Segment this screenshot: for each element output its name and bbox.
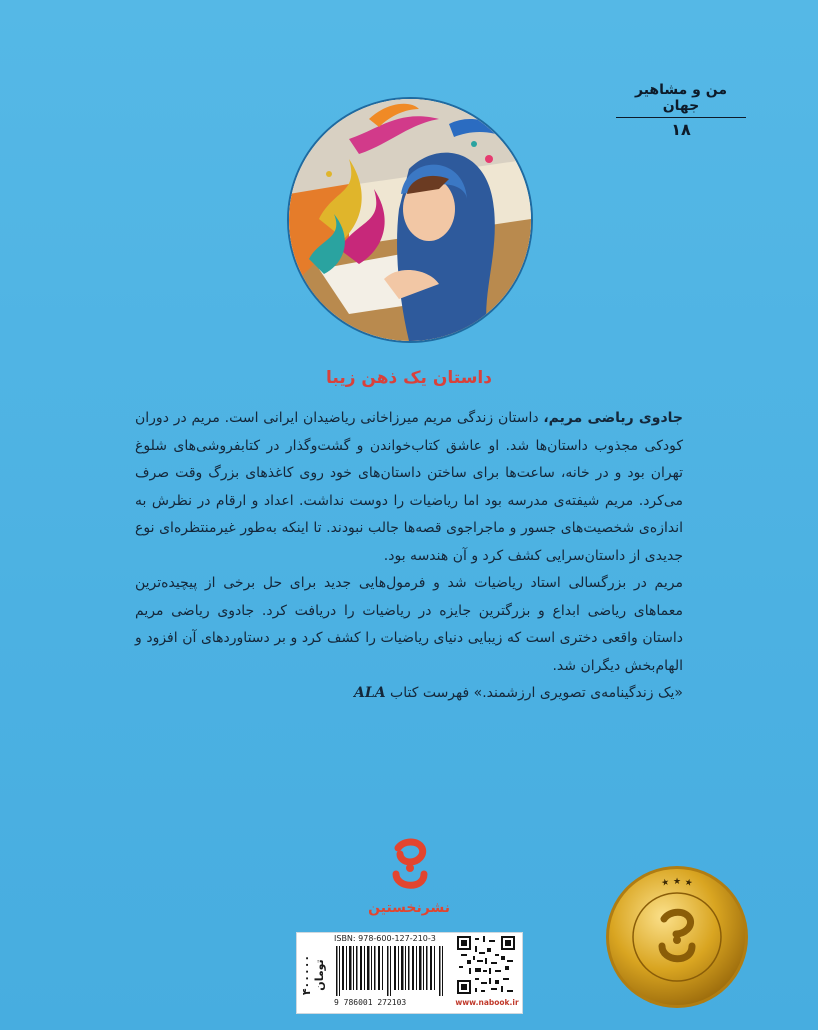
barcode-bars: [334, 946, 446, 996]
publisher-name: نشرنخستین: [368, 900, 450, 916]
description-paragraph-2: مریم در بزرگسالی استاد ریاضیات شد و فرمول‌هایی جدید برای حل برخی از پیچیده‌ترین معماهای ریاضی ابداع و بزرگترین جایزه در ریاضیات را دریافت کرد. جادوی ریاضی مریم داستان واقعی دختری است که زیبایی دنیای ریاضیات را کشف کرد و بر دستاوردهای آن افزود و الهام‌بخش دیگران شد.: [135, 575, 683, 674]
book-description: [135, 405, 683, 708]
cover-illustration: [287, 97, 533, 343]
isbn-text: ISBN: 978-600-127-210-3: [334, 934, 436, 943]
description-paragraph-1: [135, 405, 683, 570]
publisher-logo-icon: [370, 838, 450, 900]
book-subtitle: داستان یک ذهن زیبا: [326, 368, 492, 388]
paragraph-1-text: داستان زندگی مریم میرزاخانی ریاضیدان ایرانی است. مریم در دوران کودکی مجذوب داستان‌ها شد. او عاشق کتاب‌خواندن و گشت‌وگذار در کتابفروشی‌های شلوغ تهران بود و در خانه، ساعت‌ها برای ساختن داستان‌های خود روی کاغذهای بزرگ وقت صرف می‌کرد. مریم شیفته‌ی مدرسه بود اما ریاضیات را دوست نداشت. اعداد و ارقام در نظرش به اندازه‌ی شخصیت‌های جسور و ماجراجوی قصه‌ها جالب نبودند. تا اینکه به‌طور غیرمنتظره‌ای نوع جدیدی از داستان‌سرایی کشف کرد و آن هندسه بود.: [135, 410, 683, 564]
qr-code: [457, 936, 515, 994]
review-text: «یک زندگینامه‌ی تصویری ارزشمند.»: [473, 685, 683, 701]
review-quote: [135, 680, 683, 708]
barcode-digits: 9 786001 272103: [334, 998, 407, 1007]
review-source: فهرست کتاب: [390, 685, 470, 701]
book-title-inline: جادوی ریاضی مریم،: [543, 410, 684, 426]
series-title: من و مشاهیر جهان: [616, 82, 746, 118]
publisher-logo: [370, 838, 450, 928]
publisher-website: www.nabook.ir: [455, 998, 519, 1007]
svg-text:★ ★ ★: ★ ★ ★: [660, 877, 694, 889]
series-label: [616, 82, 746, 139]
award-seal: [604, 864, 750, 1010]
review-source-latin: ALA: [354, 685, 386, 701]
price-label: ۴۰۰۰۰۰ تومان: [300, 954, 326, 996]
series-number: ۱۸: [671, 120, 691, 139]
